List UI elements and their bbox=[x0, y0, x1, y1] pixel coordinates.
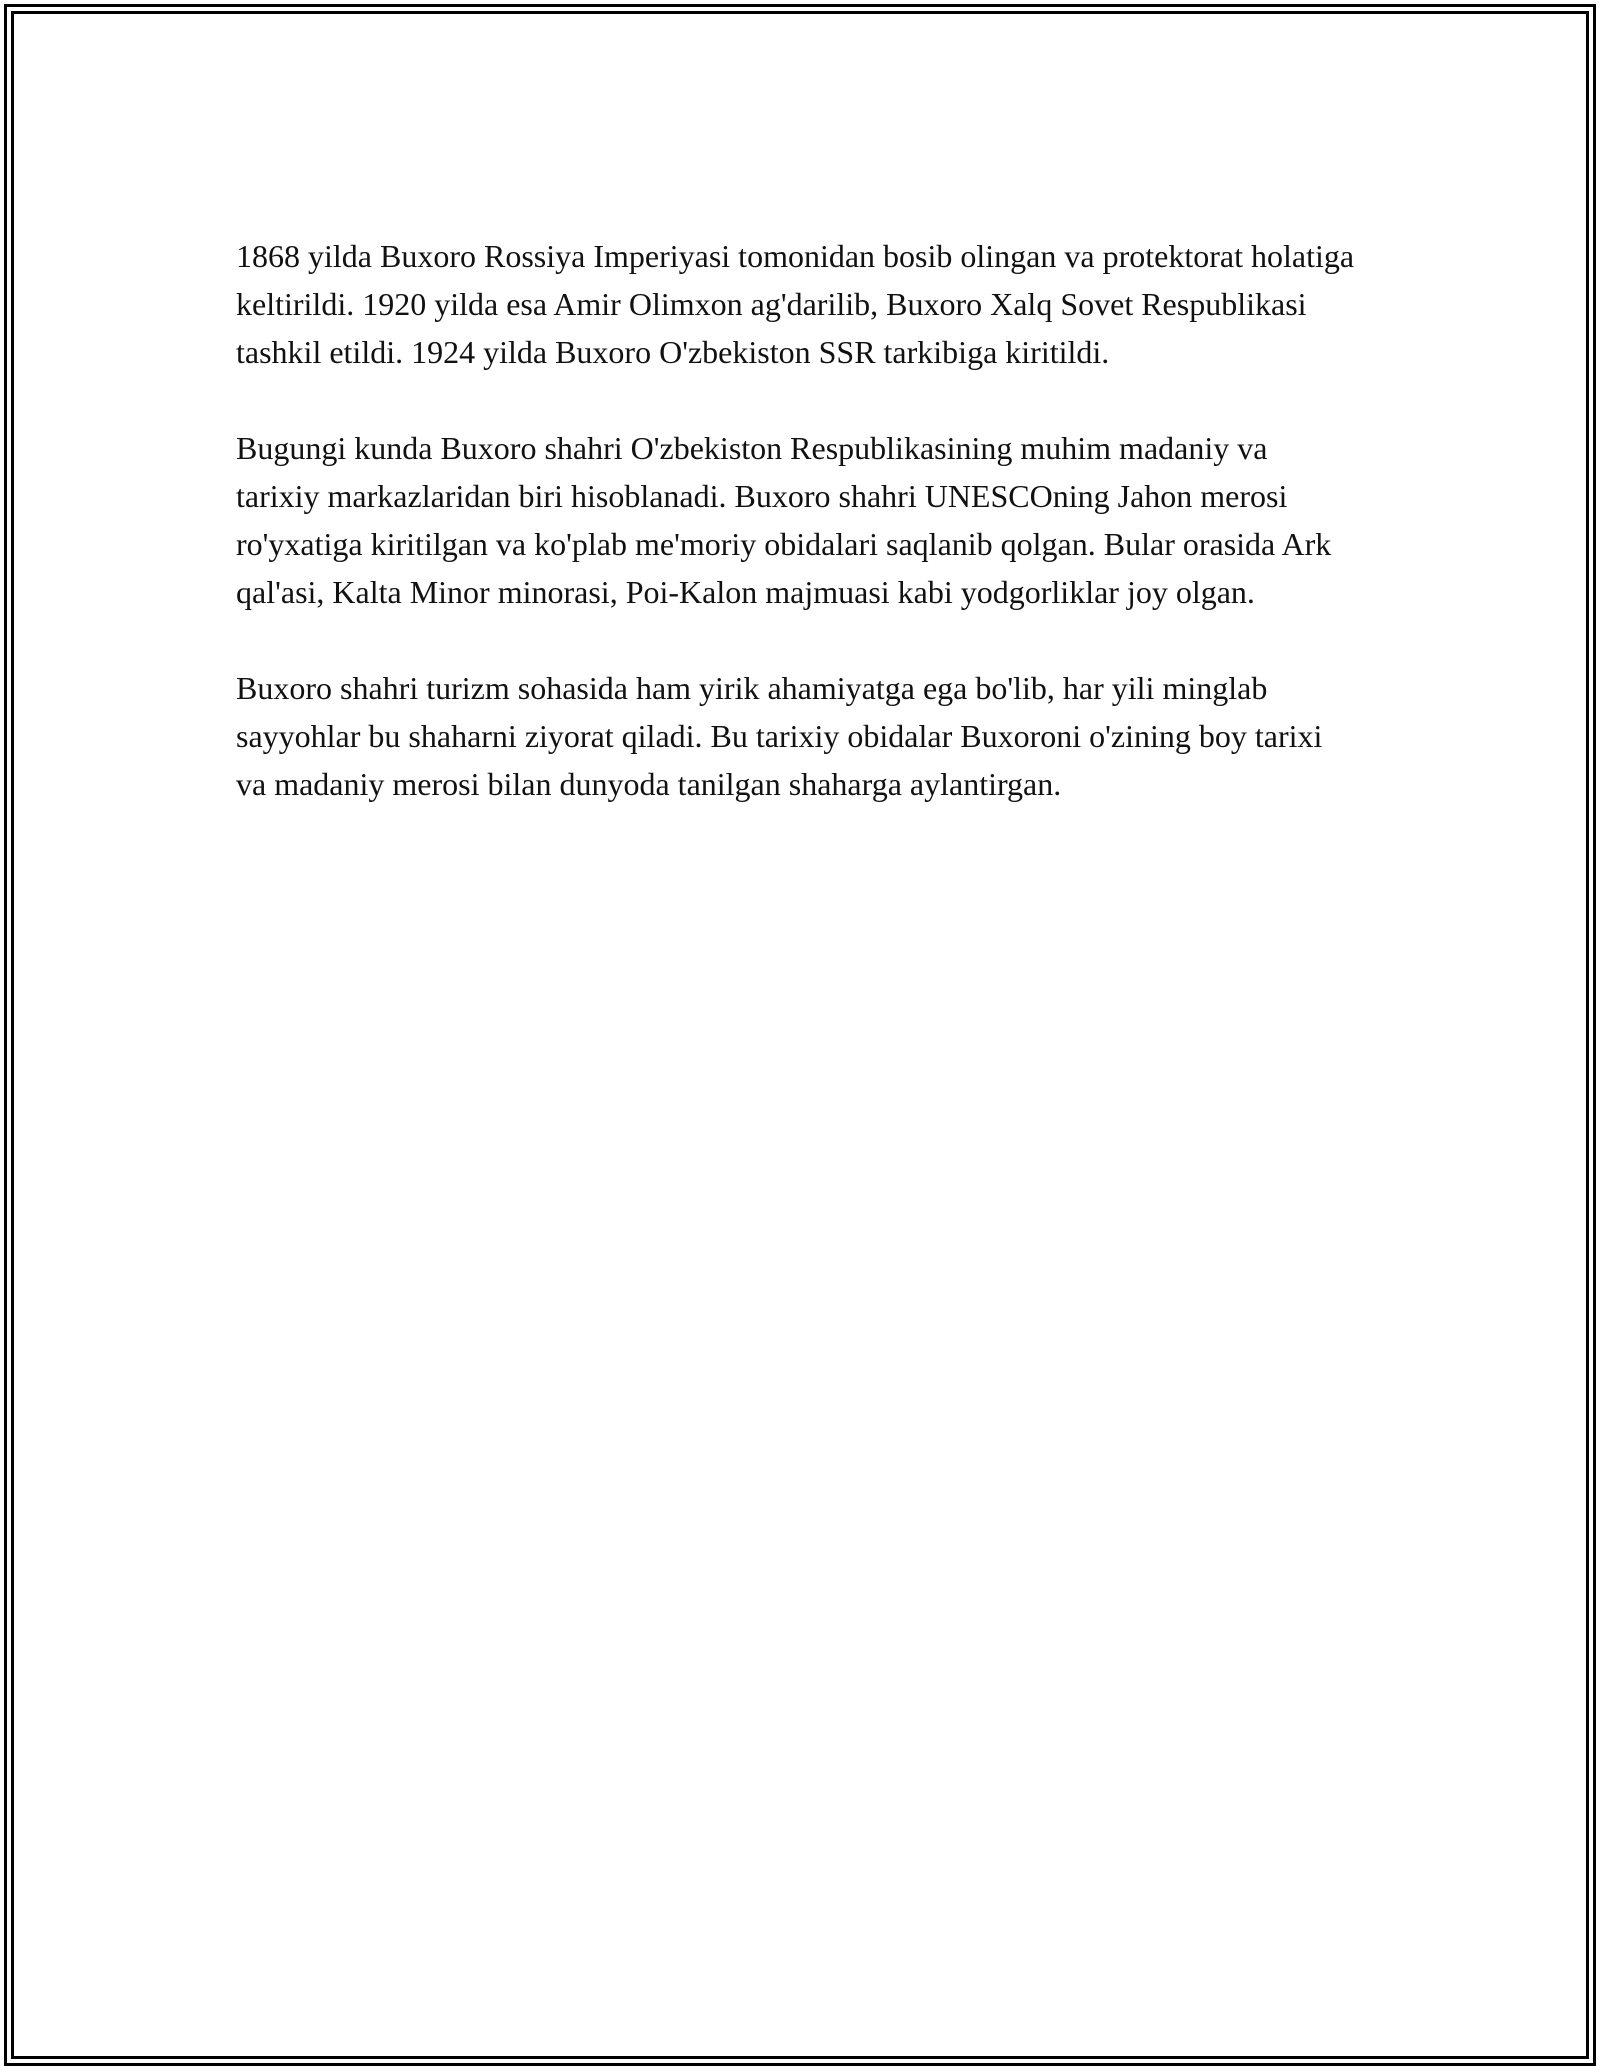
document-body bbox=[236, 232, 1356, 856]
paragraph-today: Bugungi kunda Buxoro shahri O'zbekiston Respublikasining muhim madaniy va tarixiy markazlaridan biri hisoblanadi. Buxoro shahri UNESCOning Jahon merosi ro'yxatiga kiritilgan va ko'plab me'moriy obidalari saqlanib qolgan. Bular orasida Ark qal'asi, Kalta Minor minorasi, Poi-Kalon majmuasi kabi yodgorliklar joy olgan. bbox=[236, 430, 1332, 610]
paragraph-history: 1868 yilda Buxoro Rossiya Imperiyasi tomonidan bosib olingan va protektorat holatiga keltirildi. 1920 yilda esa Amir Olimxon ag'darilib, Buxoro Xalq Sovet Respublikasi tashkil etildi. 1924 yilda Buxoro O'zbekiston SSR tarkibiga kiritildi. bbox=[236, 238, 1355, 370]
paragraph-tourism: Buxoro shahri turizm sohasida ham yirik ahamiyatga ega bo'lib, har yili minglab sayyohlar bu shaharni ziyorat qiladi. Bu tarixiy obidalar Buxoroni o'zining boy tarixi va madaniy merosi bilan dunyoda tanilgan shaharga aylantirgan. bbox=[236, 670, 1323, 802]
